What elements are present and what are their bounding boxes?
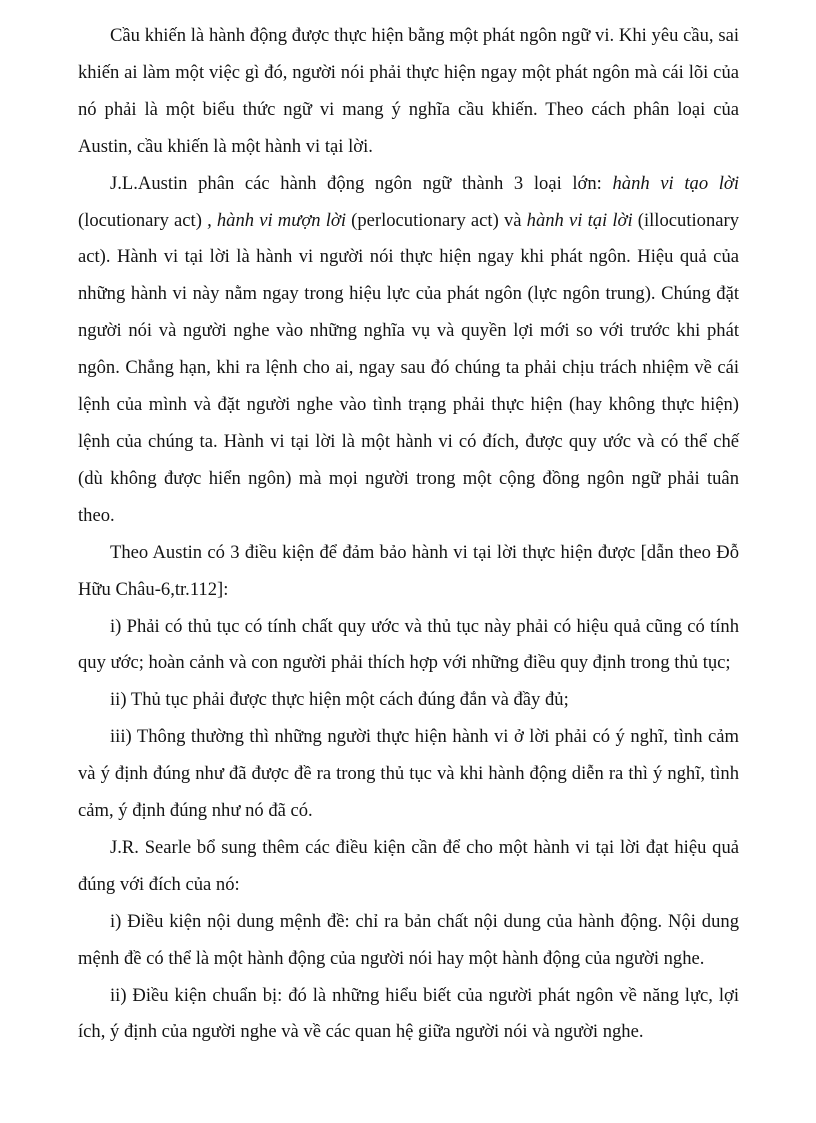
- text-segment: Theo Austin có 3 điều kiện để đảm bảo hành vi tại lời thực hiện được [dẫn theo Đỗ Hữu Châu-6,tr.112]:: [78, 541, 739, 600]
- text-segment: (illocutionary act). Hành vi tại lời là hành vi người nói thực hiện ngay khi phát ngôn. Hiệu quả của những hành vi này nằm ngay trong hiệu lực của phát ngôn (lực ngôn trung). Chúng đặt người nói và người nghe vào những nghĩa vụ và quyền lợi mới so với trước khi phát ngôn. Chẳng hạn, khi ra lệnh cho ai, ngay sau đó chúng ta phải chịu trách nhiệm về cái lệnh của mình và đặt người nghe vào tình trạng phải thực hiện (hay không thực hiện) lệnh của chúng ta. Hành vi tại lời là một hành vi có đích, được quy ước và có thể chế (dù không được hiển ngôn) mà mọi người trong một cộng đồng ngôn ngữ phải tuân theo.: [78, 209, 739, 526]
- text-segment: J.R. Searle bổ sung thêm các điều kiện cần để cho một hành vi tại lời đạt hiệu quả đúng với đích của nó:: [78, 836, 739, 895]
- text-segment: iii) Thông thường thì những người thực hiện hành vi ở lời phải có ý nghĩ, tình cảm và ý định đúng như đã được đề ra trong thủ tục và khi hành động diễn ra thì ý nghĩ, tình cảm, ý định đúng như nó đã có.: [78, 726, 739, 822]
- list-item-austin-condition-1: [78, 609, 739, 683]
- list-item-searle-condition-1: [78, 904, 739, 978]
- paragraph-austin-conditions-intro: [78, 535, 739, 609]
- text-segment: (locutionary act): [78, 209, 208, 231]
- italic-term-illocutionary: hành vi tại lời: [526, 209, 633, 231]
- paragraph-searle-intro: [78, 830, 739, 904]
- text-segment: ii) Điều kiện chuẩn bị: đó là những hiểu biết của người phát ngôn về năng lực, lợi ích, ý định của người nghe và về các quan hệ giữa người nói và người nghe.: [78, 984, 739, 1043]
- list-item-austin-condition-2: [78, 682, 739, 719]
- text-segment: J.L.Austin phân các hành động ngôn ngữ thành 3 loại lớn:: [110, 172, 613, 194]
- text-segment: i) Phải có thủ tục có tính chất quy ước và thủ tục này phải có hiệu quả cũng có tính quy ước; hoàn cảnh và con người phải thích hợp với những điều quy định trong thủ tục;: [78, 615, 739, 674]
- italic-term-locutionary: hành vi tạo lời: [612, 172, 740, 194]
- list-item-searle-condition-2: [78, 978, 739, 1052]
- document-page: [78, 18, 739, 1051]
- text-segment: Cầu khiến là hành động được thực hiện bằng một phát ngôn ngữ vi. Khi yêu cầu, sai khiến ai làm một việc gì đó, người nói phải thực hiện ngay một phát ngôn mà cái lõi của nó phải là một biểu thức ngữ vi mang ý nghĩa cầu khiến. Theo cách phân loại của Austin, cầu khiến là một hành vi tại lời.: [78, 25, 739, 157]
- list-item-austin-condition-3: [78, 719, 739, 830]
- text-segment: ii) Thủ tục phải được thực hiện một cách đúng đắn và đầy đủ;: [110, 689, 569, 711]
- paragraph-austin-speech-acts: [78, 166, 739, 535]
- text-segment: i) Điều kiện nội dung mệnh đề: chỉ ra bản chất nội dung của hành động. Nội dung mệnh đề có thể là một hành động của người nói hay một hành động của người nghe.: [78, 910, 739, 969]
- italic-term-perlocutionary: , hành vi mượn lời: [207, 209, 346, 231]
- paragraph-imperative-definition: [78, 18, 739, 166]
- text-segment: (perlocutionary act) và: [346, 209, 527, 231]
